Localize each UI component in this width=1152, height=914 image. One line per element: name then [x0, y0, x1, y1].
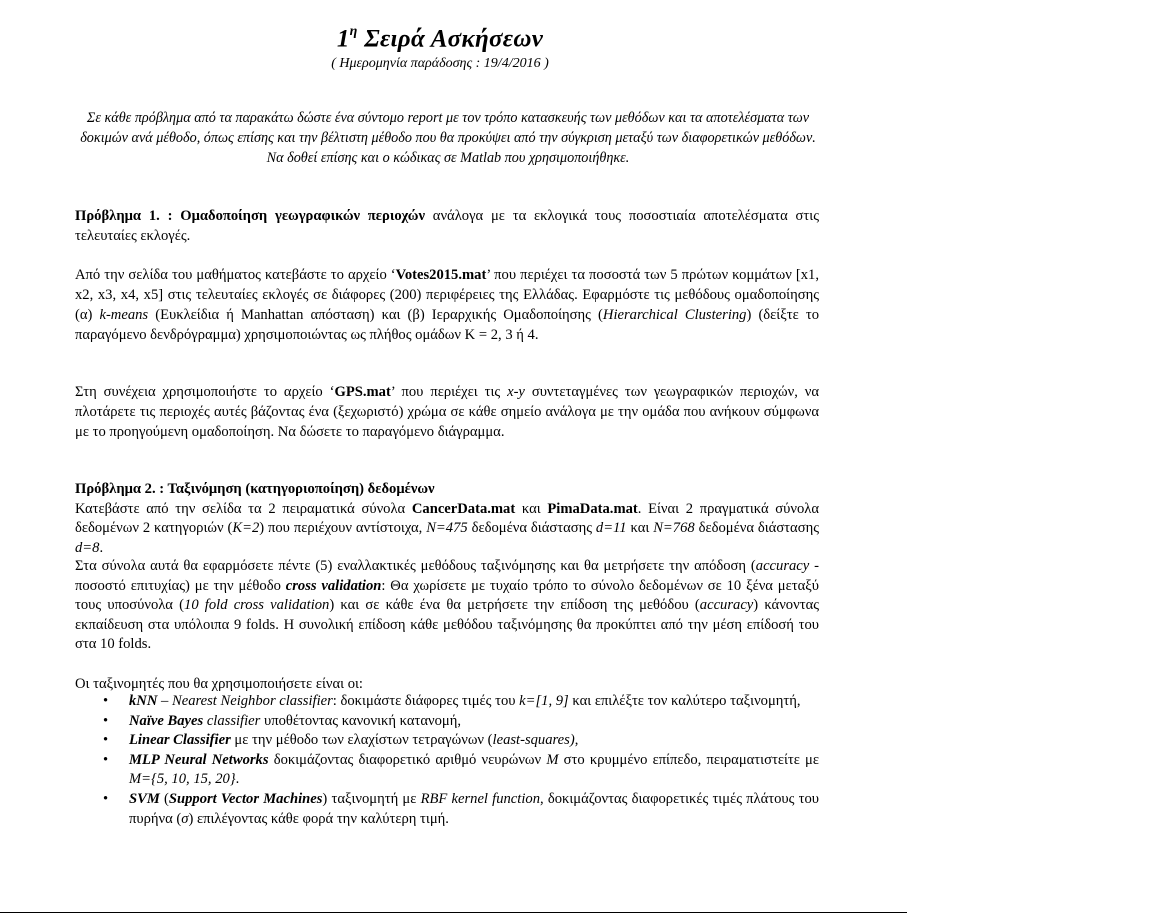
- votes-file-name: Votes2015.mat: [395, 267, 487, 283]
- bullet-icon: •: [103, 693, 109, 709]
- list-item: • kNN – Nearest Neighbor classifier: δοκιμάστε διάφορες τιμές του k=[1, 9] και επιλέξτε τον καλύτερο ταξινομητή,: [75, 692, 819, 712]
- page-title: $1^\eta$ Σειρά Ασκήσεων: [336, 24, 544, 53]
- classifier-list: [75, 692, 819, 829]
- problem2-paragraph-1: Κατεβάστε από την σελίδα τα 2 πειραματικά σύνολα CancerData.mat και PimaData.mat. Είναι 2 πραγματικά σύνολα δεδομένων 2 κατηγοριών (K=2) που περιέχουν αντίστοιχα, N=475 δεδομένα διάστασης d=11 και N=768 δεδομένα διάστασης d=8.: [75, 500, 819, 556]
- gps-file-name: GPS.mat: [334, 384, 391, 400]
- problem2-heading: Πρόβλημα 2. : Ταξινόμηση (κατηγοριοποίηση) δεδομένων: [75, 481, 435, 497]
- list-item: • SVM (Support Vector Machines) ταξινομητή με RBF kernel function, δοκιμάζοντας διαφορετικές τιμές πλάτους του πυρήνα (σ) επιλέγοντας κάθε φορά την καλύτερη τιμή.: [103, 790, 819, 827]
- list-item: • Linear Classifier με την μέθοδο των ελαχίστων τετραγώνων (least-squares),: [75, 731, 819, 751]
- list-item: • MLP Neural Networks δοκιμάζοντας διαφορετικό αριθμό νευρώνων M στο κρυμμένο επίπεδο, πειραματιστείτε με M={5, 10, 15, 20}.: [103, 751, 819, 788]
- classifier-list-intro: Οι ταξινομητές που θα χρησιμοποιήσετε είναι οι:: [75, 676, 363, 692]
- problem2-paragraph-2: Στα σύνολα αυτά θα εφαρμόσετε πέντε (5) εναλλακτικές μεθόδους ταξινόμησης και θα μετρήσετε την απόδοση (accuracy - ποσοστό επιτυχίας) με την μέθοδο cross validation: Θα χωρίσετε με τυχαίο τρόπο το σύνολο δεδομένων σε 10 ξένα μεταξύ τους υποσύνολα (10 fold cross validation) και σε κάθε ένα θα μετρήσετε την επίδοση της μεθόδου (accuracy) κάνοντας εκπαίδευση στα υπόλοιπα 9 folds. Η συνολική επίδοση κάθε μεθόδου ταξινόμησης θα προκύπτει από την μέση επίδοσή του στα 10 folds.: [75, 558, 819, 653]
- list-item: • Naïve Bayes classifier υποθέτοντας κανονική κατανομή,: [75, 712, 819, 732]
- problem1-heading: Πρόβλημα 1. : Ομαδοποίηση γεωγραφικών περιοχών ανάλογα με τα εκλογικά τους ποσοστιαία αποτελέσματα στις τελευταίες εκλογές.: [75, 208, 819, 244]
- page-bottom-divider: [0, 912, 907, 913]
- intro-paragraph: Σε κάθε πρόβλημα από τα παρακάτω δώστε ένα σύντομο report με τον τρόπο κατασκευής των μεθόδων και τα αποτελέσματα των δοκιμών ανά μέθοδο, όπως επίσης και την βέλτιστη μέθοδο που θα προκύψει από την σύγκριση μεταξύ των διαφορετικών μεθόδων. Να δοθεί επίσης και ο κώδικας σε Matlab που χρησιμοποιήθηκε.: [80, 110, 816, 166]
- due-date-subtitle: ( Ημερομηνία παράδοσης : 19/4/2016 ): [331, 56, 549, 72]
- bullet-icon: •: [103, 790, 109, 807]
- document-header: [60, 18, 820, 73]
- problem1-paragraph-2: Στη συνέχεια χρησιμοποιήστε το αρχείο ‘GPS.mat’ που περιέχει τις x-y συντεταγμένες των γεωγραφικών περιοχών, να πλοτάρετε τις περιοχές αυτές βάζοντας ένα (ξεχωριστό) χρώμα σε κάθε σημείο ανάλογα με την ομάδα που ανήκουν σύμφωνα με το προηγούμενη ομαδοποίηση. Να δώσετε το παραγόμενο διάγραμμα.: [75, 384, 820, 440]
- cancer-file-name: CancerData.mat: [411, 500, 516, 517]
- bullet-icon: •: [103, 732, 109, 749]
- bullet-icon: •: [103, 712, 109, 729]
- bullet-icon: •: [103, 751, 109, 768]
- problem2-section: [75, 480, 819, 558]
- pima-file-name: PimaData.mat: [547, 500, 638, 517]
- problem1-paragraph-1: Από την σελίδα του μαθήματος κατεβάστε το αρχείο ‘Votes2015.mat’ που περιέχει τα ποσοστά των 5 πρώτων κομμάτων [x1, x2, x3, x4, x5] στις τελευταίες εκλογές σε διάφορες (200) περιφέρειες της Ελλάδας. Εφαρμόστε τις μεθόδους ομαδοποίησης (α) k-means (Ευκλείδια ή Manhattan απόσταση) και (β) Ιεραρχικής Ομαδοποίησης (Hierarchical Clustering) (δείξτε το παραγόμενο δενδρόγραμμα) χρησιμοποιώντας ως πλήθος ομάδων K = 2, 3 ή 4.: [75, 267, 819, 343]
